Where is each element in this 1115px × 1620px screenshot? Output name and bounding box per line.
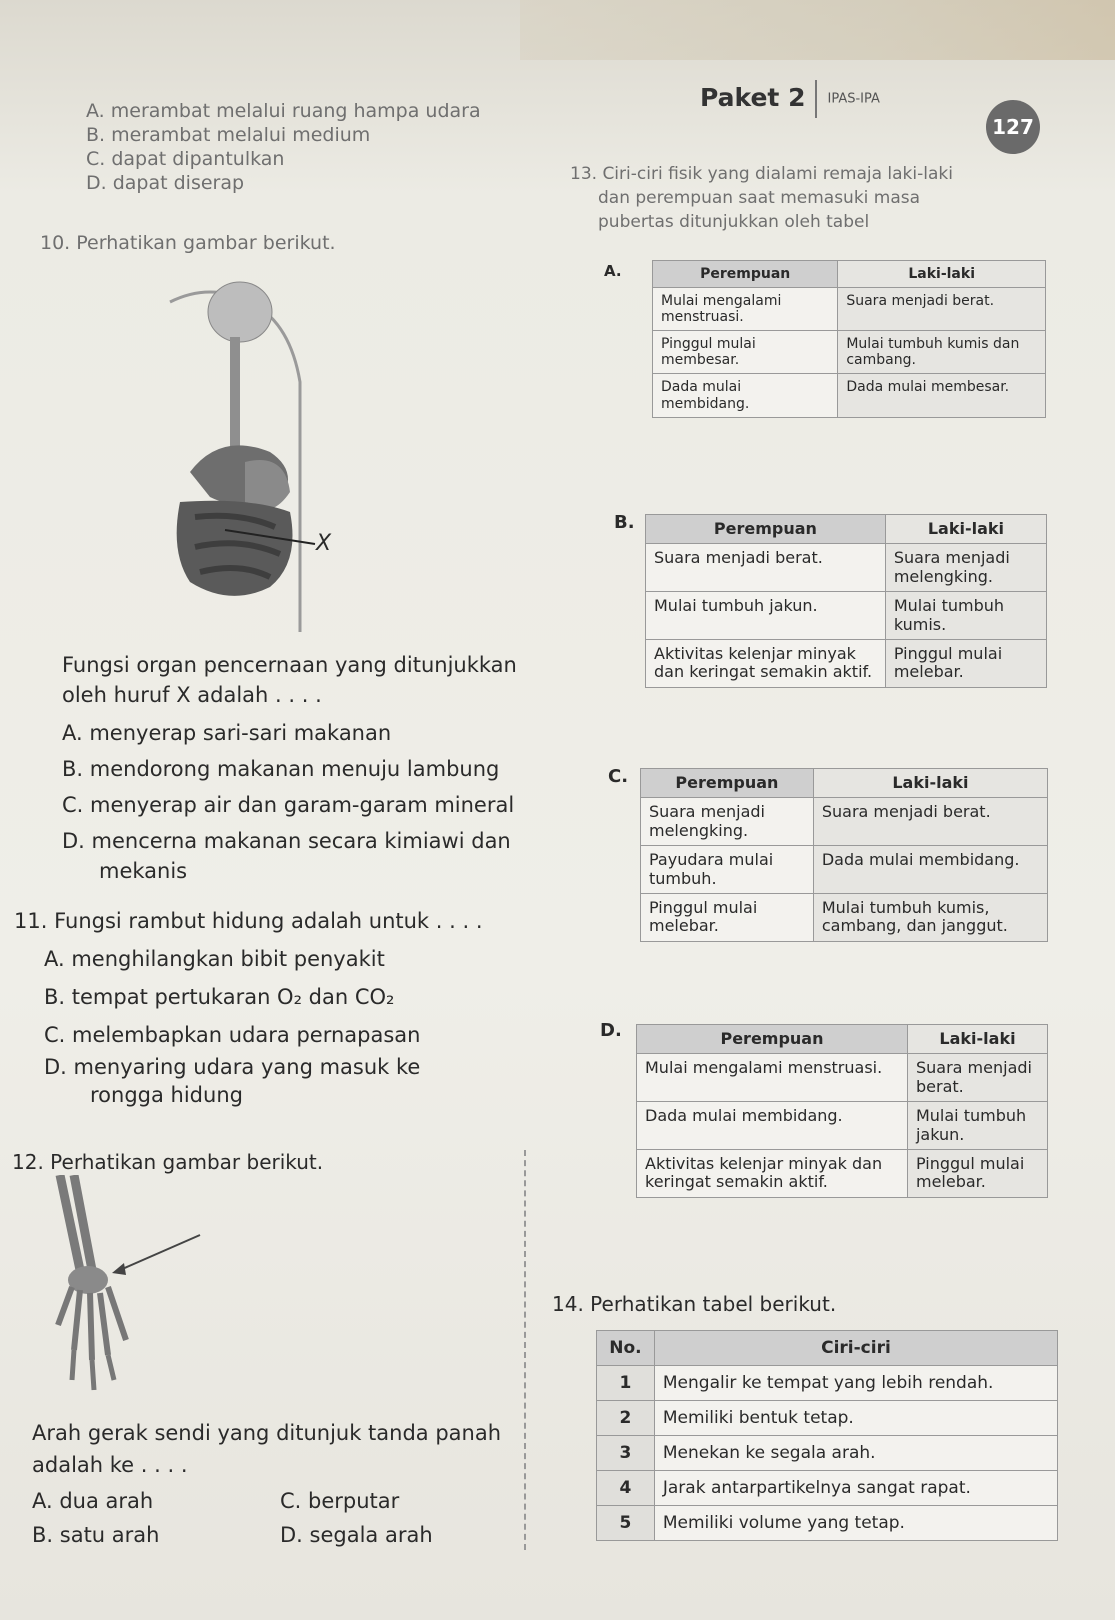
table-b-cell: Mulai tumbuh kumis. — [885, 592, 1046, 640]
q14-row-text: Menekan ke segala arah. — [654, 1436, 1057, 1471]
q14-row-text: Memiliki bentuk tetap. — [654, 1401, 1057, 1436]
q14-row-text: Jarak antarpartikelnya sangat rapat. — [654, 1471, 1057, 1506]
table-b — [645, 514, 1047, 688]
table-a-label: A. — [604, 262, 622, 280]
page-number-badge: 127 — [986, 100, 1040, 154]
table-d-cell: Mulai mengalami menstruasi. — [637, 1054, 908, 1102]
q14-intro: 14. Perhatikan tabel berikut. — [552, 1292, 837, 1316]
table-b-label: B. — [614, 512, 635, 533]
table-b-cell: Mulai tumbuh jakun. — [646, 592, 886, 640]
table-b-cell: Suara menjadi berat. — [646, 544, 886, 592]
table-d-cell: Suara menjadi berat. — [907, 1054, 1047, 1102]
q9-option-c: C. dapat dipantulkan — [86, 148, 285, 170]
table-a-cell: Mulai tumbuh kumis dan cambang. — [838, 331, 1046, 374]
q9-option-a: A. merambat melalui ruang hampa udara — [86, 100, 481, 122]
table-a-header-female: Perempuan — [653, 261, 838, 288]
table-c-header-female: Perempuan — [641, 769, 814, 798]
q10-marker-x: X — [316, 531, 332, 556]
table-d-cell: Mulai tumbuh jakun. — [907, 1102, 1047, 1150]
q13-question-line1: 13. Ciri-ciri fisik yang dialami remaja laki-laki — [570, 164, 953, 184]
arm-bones-image — [40, 1175, 210, 1395]
table-c-cell: Payudara mulai tumbuh. — [641, 846, 814, 894]
q12-option-d: D. segala arah — [280, 1523, 433, 1547]
table-a-cell: Dada mulai membidang. — [653, 374, 838, 417]
q11-option-a: A. menghilangkan bibit penyakit — [44, 947, 385, 971]
q10-option-c: C. menyerap air dan garam-garam mineral — [62, 793, 515, 817]
q12-option-b: B. satu arah — [32, 1523, 160, 1547]
column-divider — [524, 1150, 526, 1550]
q14-row-no: 3 — [597, 1436, 655, 1471]
q10-option-a: A. menyerap sari-sari makanan — [62, 721, 392, 745]
q14-row-no: 1 — [597, 1366, 655, 1401]
table-a-cell: Dada mulai membesar. — [838, 374, 1046, 417]
table-c-cell: Pinggul mulai melebar. — [641, 893, 814, 941]
q11-option-d: D. menyaring udara yang masuk ke — [44, 1055, 421, 1079]
table-a-cell: Mulai mengalami menstruasi. — [653, 288, 838, 331]
q12-question-line2: adalah ke . . . . — [32, 1453, 188, 1477]
table-c-cell: Mulai tumbuh kumis, cambang, dan janggut. — [813, 893, 1047, 941]
table-c-cell: Suara menjadi berat. — [813, 798, 1047, 846]
q13-question-line2: dan perempuan saat memasuki masa — [598, 188, 921, 208]
q10-option-d-cont: mekanis — [99, 859, 188, 883]
table-c-header-male: Laki-laki — [813, 769, 1047, 798]
table-b-header-male: Laki-laki — [885, 515, 1046, 544]
q10-question-line1: Fungsi organ pencernaan yang ditunjukkan — [62, 653, 517, 677]
table-d-cell: Aktivitas kelenjar minyak dan keringat semakin aktif. — [637, 1149, 908, 1197]
q13-question-line3: pubertas ditunjukkan oleh tabel — [598, 212, 870, 232]
table-c-label: C. — [608, 766, 629, 787]
q14-row-no: 2 — [597, 1401, 655, 1436]
header-divider — [815, 80, 817, 118]
digestive-system-image — [150, 262, 380, 632]
header-subtitle: IPAS-IPA — [827, 91, 880, 107]
q11-option-c: C. melembapkan udara pernapasan — [44, 1023, 421, 1047]
q9-option-b: B. merambat melalui medium — [86, 124, 371, 146]
q10-question-line2: oleh huruf X adalah . . . . — [62, 683, 322, 707]
q14-row-text: Memiliki volume yang tetap. — [654, 1506, 1057, 1541]
table-a-cell: Pinggul mulai membesar. — [653, 331, 838, 374]
table-d-cell: Pinggul mulai melebar. — [907, 1149, 1047, 1197]
table-a — [652, 260, 1046, 418]
table-b-cell: Aktivitas kelenjar minyak dan keringat semakin aktif. — [646, 639, 886, 687]
q14-header-ciri: Ciri-ciri — [654, 1331, 1057, 1366]
q12-option-c: C. berputar — [280, 1489, 400, 1513]
q10-option-b: B. mendorong makanan menuju lambung — [62, 757, 500, 781]
background-strip — [520, 0, 1115, 60]
table-b-cell: Suara menjadi melengking. — [885, 544, 1046, 592]
table-c-cell: Dada mulai membidang. — [813, 846, 1047, 894]
table-d-label: D. — [600, 1020, 622, 1041]
header-title: Paket 2 — [700, 83, 806, 112]
table-a-header-male: Laki-laki — [838, 261, 1046, 288]
q9-option-d: D. dapat diserap — [86, 172, 245, 194]
q10-option-d: D. mencerna makanan secara kimiawi dan — [62, 829, 511, 853]
page-header — [700, 80, 880, 118]
q12-intro: 12. Perhatikan gambar berikut. — [12, 1150, 324, 1174]
table-b-cell: Pinggul mulai melebar. — [885, 639, 1046, 687]
table-d-header-male: Laki-laki — [907, 1025, 1047, 1054]
table-b-header-female: Perempuan — [646, 515, 886, 544]
q12-question-line1: Arah gerak sendi yang ditunjuk tanda panah — [32, 1421, 502, 1445]
q14-header-no: No. — [597, 1331, 655, 1366]
q12-option-a: A. dua arah — [32, 1489, 154, 1513]
table-c — [640, 768, 1048, 942]
q10-intro: 10. Perhatikan gambar berikut. — [40, 232, 336, 254]
q14-row-no: 4 — [597, 1471, 655, 1506]
table-d-cell: Dada mulai membidang. — [637, 1102, 908, 1150]
table-c-cell: Suara menjadi melengking. — [641, 798, 814, 846]
table-d — [636, 1024, 1048, 1198]
q14-row-no: 5 — [597, 1506, 655, 1541]
table-d-header-female: Perempuan — [637, 1025, 908, 1054]
table-a-cell: Suara menjadi berat. — [838, 288, 1046, 331]
q14-row-text: Mengalir ke tempat yang lebih rendah. — [654, 1366, 1057, 1401]
q14-table — [596, 1330, 1058, 1541]
q11-option-b: B. tempat pertukaran O₂ dan CO₂ — [44, 985, 395, 1009]
q11-option-d-cont: rongga hidung — [90, 1083, 243, 1107]
q11-question: 11. Fungsi rambut hidung adalah untuk . . . . — [14, 909, 483, 933]
